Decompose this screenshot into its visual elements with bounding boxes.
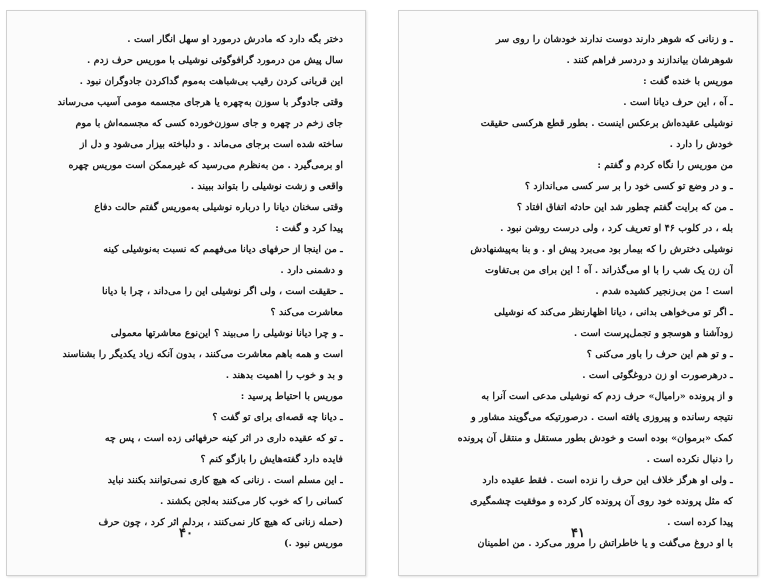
text-line: وقتی سخنان دیانا را درباره نوشیلی به‌موریس گفتم حالت دفاع (94, 202, 343, 213)
text-line: که مثل پرونده خود روی آن پرونده کار کرده و موفقیت چشمگیری (470, 496, 733, 507)
text-line: ـ و در وضع تو کسی خود را بر سر کسی می‌اندازد ؟ (524, 181, 733, 192)
left-page-number: ۴۰ (179, 526, 193, 541)
text-line: شوهرشان بیاندازند و دردسر فراهم کنند . (566, 55, 733, 66)
text-line: ـ اگر تو می‌خواهی بدانی ، دیانا اظهارنظر می‌کند که نوشیلی (494, 307, 733, 318)
text-line: نوشیلی عقیده‌اش برعکس اینست . بطور قطع هرکسی حقیقت (480, 118, 733, 129)
text-line: (حمله زنانی که هیچ کار نمی‌کنند ، بردلم اثر کرد ، چون حرف (98, 517, 343, 528)
text-line: آن زن یک شب را با او می‌گذراند . آه ! این برای من بی‌تفاوت (484, 265, 733, 276)
text-line: ـ من که برایت گفتم چطور شد این حادثه اتفاق افتاد ؟ (516, 202, 733, 213)
text-line: این قربانی کردن رقیب بی‌شباهت به‌موم گداکردن جادوگران نبود . (79, 76, 343, 87)
text-line: جای زخم در چهره و جای سوزن‌خورده کسی که مجسمه‌اش با موم (75, 118, 343, 129)
text-line: است ! من بی‌زنجیر کشیده شدم . (595, 286, 733, 297)
text-line: بله ، در کلوب ۴۶ او تعریف کرد ، ولی درست روشن نبود . (500, 223, 733, 234)
text-line: و دشمنی دارد . (280, 265, 343, 276)
left-page-text (29, 29, 343, 554)
text-line: و از پرونده «رامیال» حرف زدم که نوشیلی مدعی است آنرا به (481, 391, 733, 402)
text-line: دختر بگه دارد که مادرش درمورد او سهل انگار است . (127, 34, 343, 45)
text-line: من موریس را نگاه کردم و گفتم : (597, 160, 733, 171)
text-line: خودش را دارد . (669, 139, 733, 150)
text-line: ـ و چرا دیانا نوشیلی را می‌بیند ؟ این‌نوع معاشرتها معمولی (110, 328, 343, 339)
text-line: ساخته شده است برجای می‌ماند . و دلباخته بیزار می‌شود و دل از (79, 139, 343, 150)
text-line: واقعی و زشت نوشیلی را بتواند ببیند . (190, 181, 343, 192)
text-line: نوشیلی دخترش را که بیمار بود می‌برد پیش او . و بنا به‌پیشنهادش (470, 244, 733, 255)
text-line: ـ و تو هم این حرف را باور می‌کنی ؟ (586, 349, 733, 360)
text-line: ـ ولی او هرگز خلاف این حرف را نزده است . فقط عقیده دارد (482, 475, 733, 486)
text-line: فایده دارد گفته‌هایش را بازگو کنم ؟ (200, 454, 343, 465)
text-line: موریس با خنده گفت : (643, 76, 733, 87)
right-book-page (398, 10, 758, 576)
text-line: نتیجه رسانده و پیروزی یافته است . درصورتیکه می‌گویند مشاور و (471, 412, 733, 423)
text-line: موریس نبود .) (284, 538, 343, 549)
text-line: معاشرت می‌کند ؟ (270, 307, 343, 318)
text-line: کمک «برموان» بوده است و خودش بطور مستقل و منتقل آن پرونده (457, 433, 733, 444)
text-line: ـ و زنانی که شوهر دارند دوست ندارند خودشان را روی سر (495, 34, 733, 45)
text-line: با او دروغ می‌گفت و یا خاطراتش را مرور می‌کرد . من اطمینان (477, 538, 733, 549)
text-line: پیدا کرد و گفت : (275, 223, 343, 234)
text-line: ـ دیانا چه قصه‌ای برای تو گفت ؟ (212, 412, 343, 423)
text-line: است و همه باهم معاشرت می‌کنند ، بدون آنکه زیاد یکدیگر را بشناسند (62, 349, 343, 360)
text-line: او برمی‌گیرد . من به‌نظرم می‌رسید که غیرممکن است موریس چهره (68, 160, 343, 171)
text-line: ـ آه ، این حرف دیانا است . (623, 97, 733, 108)
text-line: کسانی را که خوب کار می‌کنند به‌لجن بکشند . (159, 496, 343, 507)
text-line: ـ درهرصورت او زن دروغگوئی است . (582, 370, 733, 381)
text-line: را دنبال نکرده است . (646, 454, 733, 465)
text-line: موریس با احتیاط پرسید : (240, 391, 343, 402)
text-line: سال پیش من درمورد گرافوگوئی نوشیلی با موریس حرف زدم . (86, 55, 343, 66)
text-line: ـ تو که عقیده داری در اثر کینه حرفهائی زده است ، پس چه (104, 433, 343, 444)
text-line: ـ من اینجا از حرفهای دیانا می‌فهمم که نسبت به‌نوشیلی کینه (103, 244, 343, 255)
text-line: پیدا کرده است . (667, 517, 733, 528)
text-line: زودآشنا و هوسجو و تجمل‌پرست است . (573, 328, 733, 339)
text-line: ـ این مسلم است . زنانی که هیچ کاری نمی‌توانند بکنند نباید (107, 475, 343, 486)
right-page-number: ۴۱ (571, 526, 585, 541)
right-page-text (425, 29, 733, 554)
text-line: ـ حقیقت است ، ولی اگر نوشیلی این را می‌داند ، چرا با دیانا (102, 286, 343, 297)
text-line: وقتی جادوگر با سوزن به‌چهره یا هرجای مجسمه مومی آسیب می‌رساند (57, 97, 343, 108)
text-line: و بد و خوب را اهمیت بدهند . (225, 370, 343, 381)
left-book-page (6, 10, 366, 576)
